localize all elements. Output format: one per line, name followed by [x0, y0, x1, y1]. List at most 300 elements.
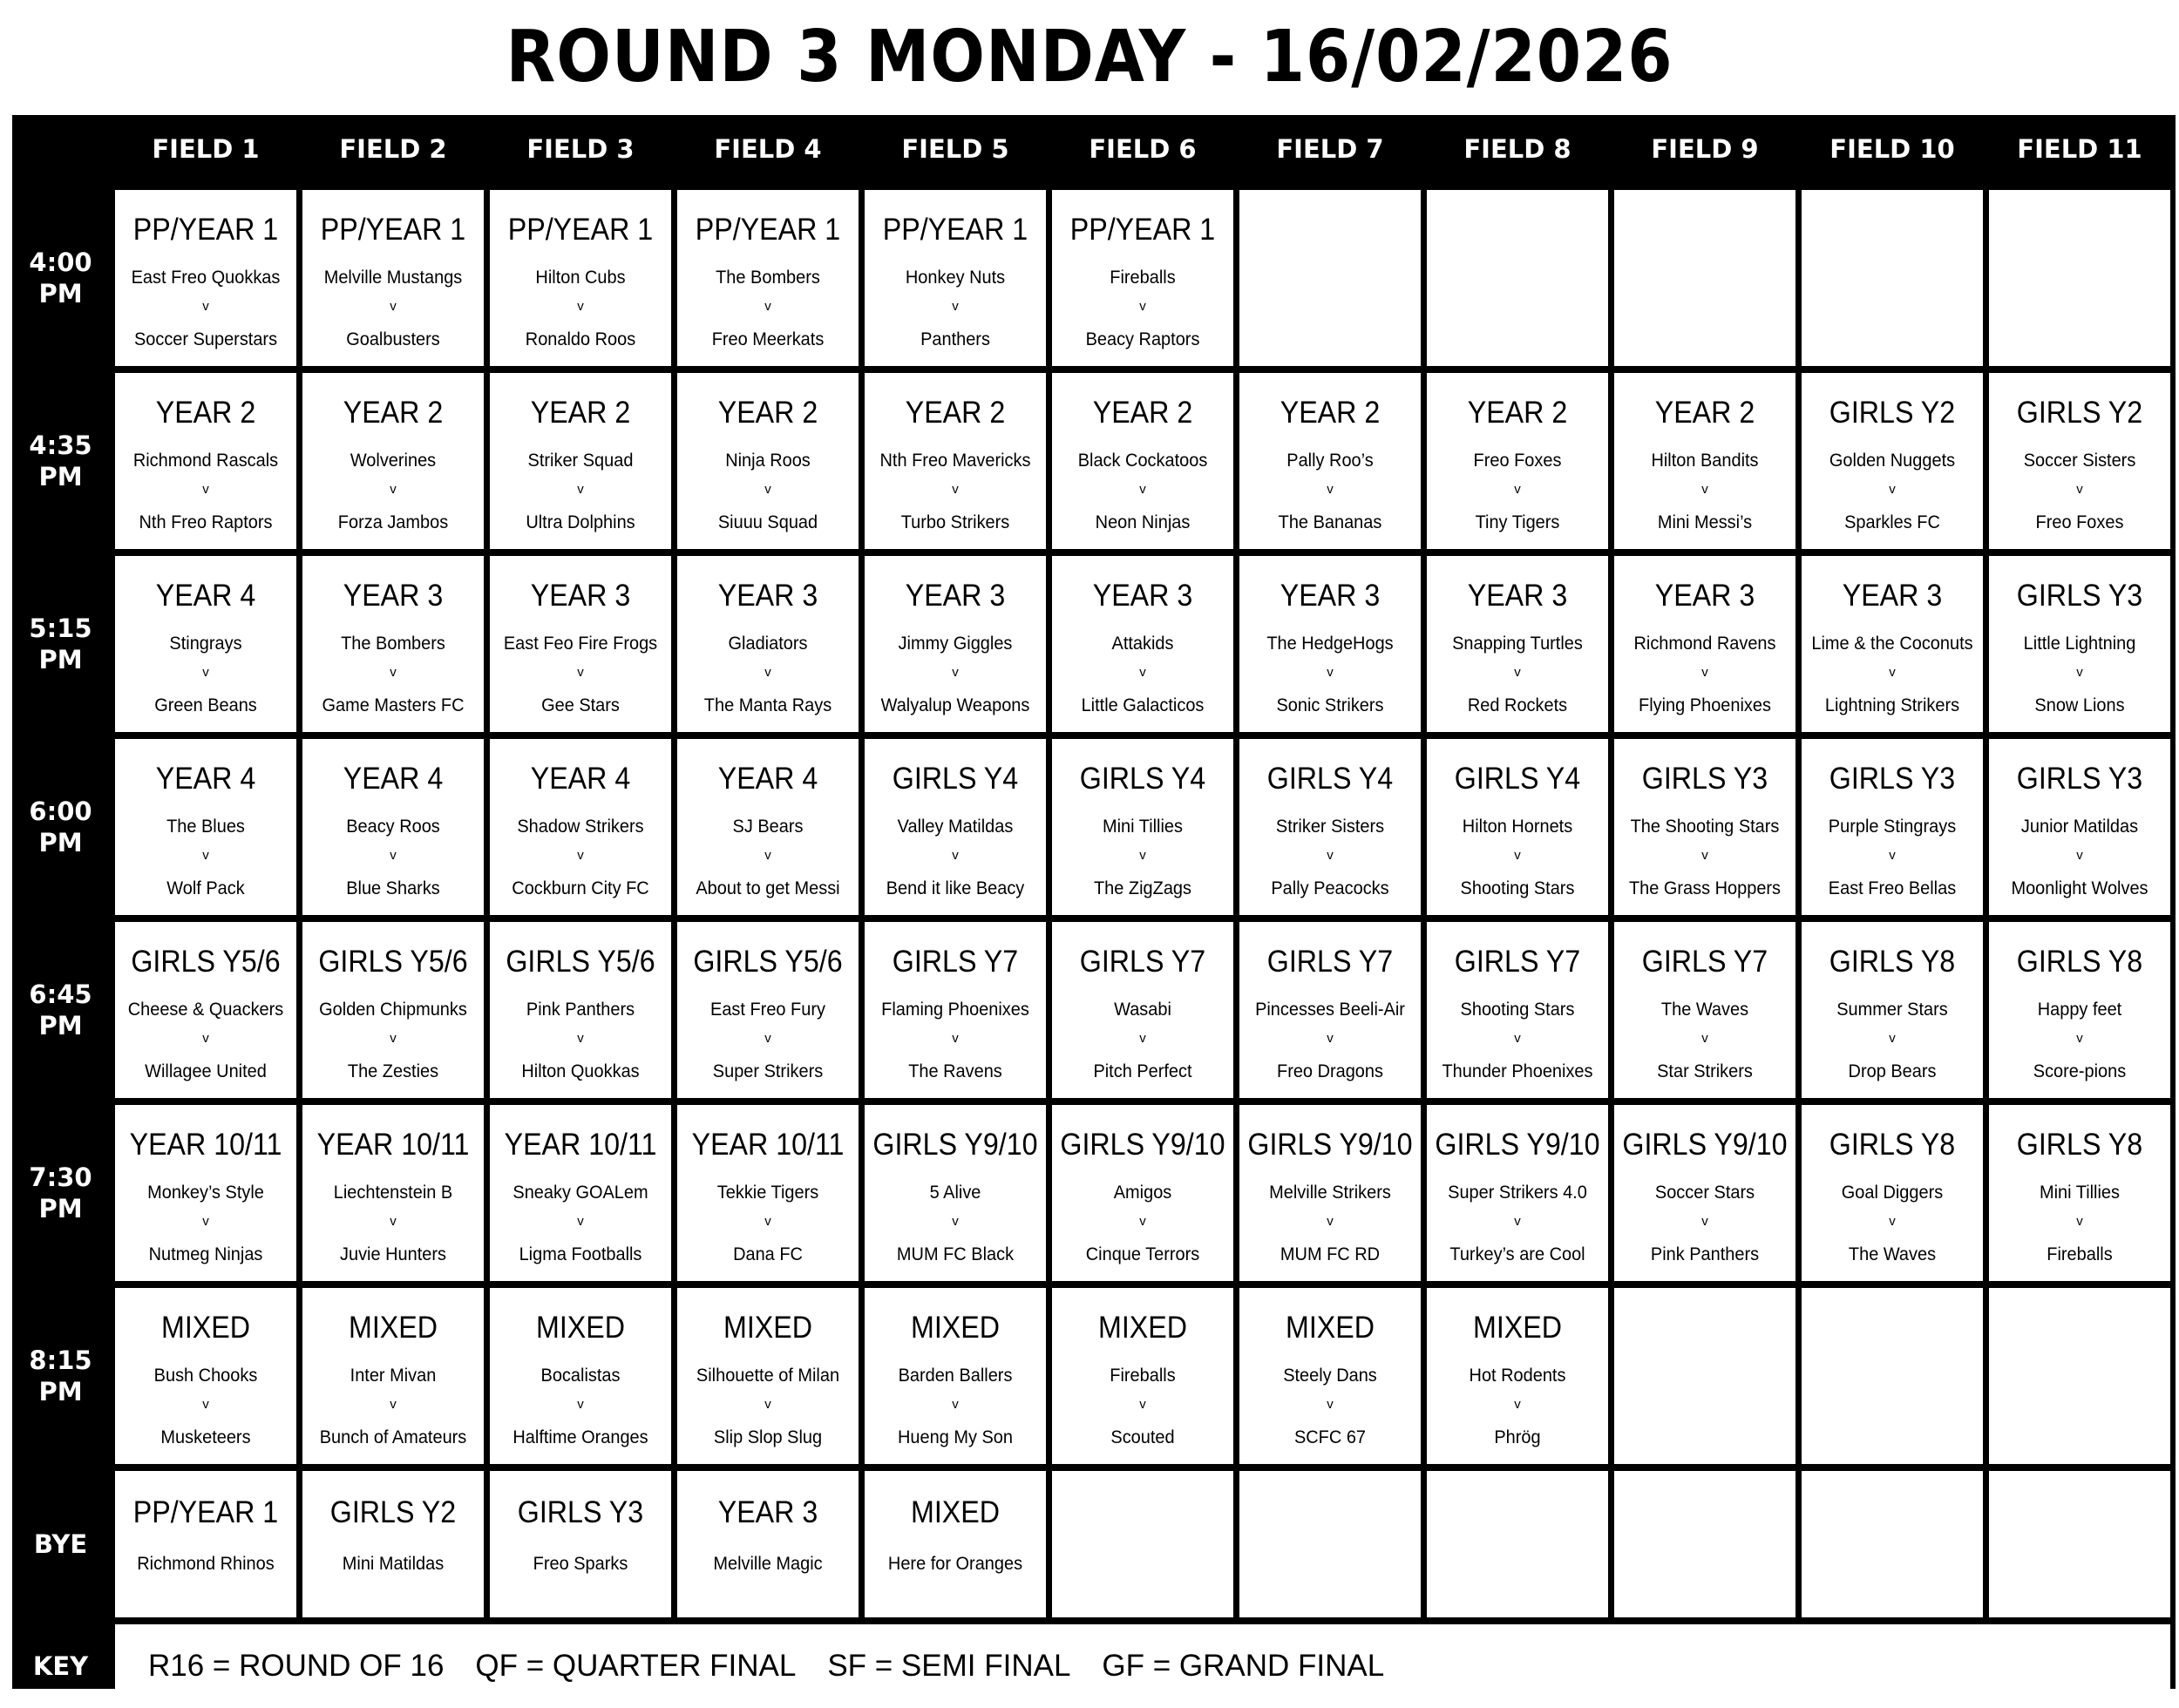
home-team: Goal Diggers: [1841, 1183, 1944, 1203]
versus-label: v: [764, 1214, 771, 1229]
match-cell: [1052, 1288, 1233, 1464]
match-cell: [490, 739, 671, 915]
bye-cell: [677, 1471, 859, 1617]
match-cell: [1614, 739, 1795, 915]
field-header: FIELD 2: [339, 134, 447, 164]
away-team: Cockburn City FC: [512, 878, 649, 898]
division-label: GIRLS Y3: [2016, 579, 2143, 613]
time-slot-text: PM: [38, 828, 83, 857]
match-cell: [1427, 556, 1608, 732]
match-cell: [490, 1288, 671, 1464]
match-cell: [115, 190, 296, 366]
match-cell: [677, 1288, 859, 1464]
away-team: Scouted: [1110, 1427, 1175, 1447]
versus-label: v: [1327, 1031, 1334, 1046]
home-team: Melville Strikers: [1269, 1183, 1391, 1203]
away-team: Game Masters FC: [322, 695, 465, 715]
versus-label: v: [202, 1397, 209, 1412]
away-team: Wolf Pack: [166, 878, 245, 898]
away-team: Mini Messi’s: [1657, 512, 1753, 532]
time-slot-label: [12, 556, 109, 732]
home-team: Gladiators: [728, 634, 808, 654]
home-team: Hilton Hornets: [1462, 817, 1573, 837]
away-team: Turbo Strikers: [900, 512, 1010, 532]
division-label: GIRLS Y9/10: [1435, 1128, 1600, 1162]
time-slot-label: [12, 922, 109, 1098]
versus-label: v: [1514, 482, 1521, 497]
time-slot-label: [12, 373, 109, 549]
versus-label: v: [577, 1397, 584, 1412]
time-slot-text: 5:15: [29, 613, 92, 643]
versus-label: v: [764, 299, 771, 314]
away-team: The Ravens: [908, 1061, 1002, 1081]
field-header: FIELD 10: [1829, 134, 1955, 164]
home-team: The HedgeHogs: [1266, 634, 1394, 654]
division-label: YEAR 2: [530, 396, 631, 430]
division-label: PP/YEAR 1: [695, 213, 841, 247]
versus-label: v: [764, 1031, 771, 1046]
versus-label: v: [1889, 1214, 1896, 1229]
away-team: Little Galacticos: [1081, 695, 1205, 715]
bye-cell: [490, 1471, 671, 1617]
away-team: Hueng My Son: [898, 1427, 1013, 1447]
away-team: Moonlight Wolves: [2011, 878, 2148, 898]
match-cell: [1989, 922, 2170, 1098]
division-label: YEAR 2: [717, 396, 818, 430]
division-label: GIRLS Y8: [2016, 945, 2143, 979]
home-team: The Bombers: [716, 268, 820, 288]
match-cell: [490, 556, 671, 732]
division-label: GIRLS Y2: [329, 1495, 457, 1529]
home-team: The Blues: [166, 817, 245, 837]
versus-label: v: [390, 482, 397, 497]
schedule-grid: [12, 115, 2176, 1689]
away-team: Willagee United: [145, 1061, 267, 1081]
home-team: Mini Tillies: [1102, 817, 1184, 837]
division-label: GIRLS Y7: [892, 945, 1019, 979]
division-label: YEAR 3: [1280, 579, 1381, 613]
home-team: Beacy Roos: [346, 817, 440, 837]
away-team: Ronaldo Roos: [525, 329, 636, 349]
away-team: Bend it like Beacy: [886, 878, 1025, 898]
versus-label: v: [202, 1031, 209, 1046]
match-cell: [1427, 1288, 1608, 1464]
versus-label: v: [1139, 665, 1146, 680]
division-label: GIRLS Y9/10: [1247, 1128, 1413, 1162]
versus-label: v: [1139, 1397, 1146, 1412]
home-team: Stingrays: [169, 634, 242, 654]
versus-label: v: [577, 1031, 584, 1046]
time-slot-label: [12, 1288, 109, 1464]
empty-cell: [1614, 1288, 1795, 1464]
home-team: Tekkie Tigers: [716, 1183, 819, 1203]
match-cell: [490, 1105, 671, 1281]
division-label: GIRLS Y4: [1454, 762, 1581, 796]
home-team: The Shooting Stars: [1630, 817, 1780, 837]
versus-label: v: [1139, 1031, 1146, 1046]
away-team: Neon Ninjas: [1095, 512, 1191, 532]
versus-label: v: [2076, 1031, 2083, 1046]
match-cell: [865, 1288, 1046, 1464]
division-label: YEAR 4: [343, 762, 444, 796]
division-label: YEAR 10/11: [504, 1128, 657, 1162]
away-team: Drop Bears: [1848, 1061, 1937, 1081]
versus-label: v: [1327, 1397, 1334, 1412]
empty-cell: [1614, 1471, 1795, 1617]
match-cell: [302, 556, 484, 732]
division-label: YEAR 2: [343, 396, 444, 430]
division-label: YEAR 2: [155, 396, 256, 430]
away-team: The Bananas: [1278, 512, 1382, 532]
time-slot-text: PM: [38, 1377, 83, 1406]
away-team: Score-pions: [2033, 1061, 2127, 1081]
home-team: 5 Alive: [929, 1183, 981, 1203]
match-cell: [302, 1105, 484, 1281]
match-cell: [677, 922, 859, 1098]
division-label: GIRLS Y4: [892, 762, 1019, 796]
match-cell: [677, 190, 859, 366]
time-slot-text: 4:00: [29, 247, 92, 277]
division-label: GIRLS Y3: [517, 1495, 644, 1529]
key-item: R16 = ROUND OF 16: [148, 1649, 445, 1683]
bye-label: [12, 1471, 109, 1617]
away-team: Fireballs: [2047, 1244, 2113, 1264]
field-header: FIELD 4: [714, 134, 822, 164]
away-team: The Zesties: [347, 1061, 439, 1081]
versus-label: v: [1701, 665, 1708, 680]
empty-cell: [1989, 190, 2170, 366]
versus-label: v: [952, 482, 959, 497]
home-team: Soccer Sisters: [2023, 451, 2136, 471]
versus-label: v: [577, 848, 584, 863]
versus-label: v: [1701, 1031, 1708, 1046]
home-team: East Freo Fury: [710, 1000, 825, 1020]
away-team: Halftime Oranges: [513, 1427, 648, 1447]
time-slot-text: 4:35: [29, 430, 92, 460]
division-label: PP/YEAR 1: [320, 213, 466, 247]
away-team: MUM FC Black: [896, 1244, 1015, 1264]
versus-label: v: [202, 1214, 209, 1229]
home-team: Richmond Ravens: [1633, 634, 1776, 654]
division-label: GIRLS Y5/6: [318, 945, 468, 979]
versus-label: v: [577, 665, 584, 680]
match-cell: [115, 556, 296, 732]
time-slot-text: 6:45: [29, 979, 92, 1009]
away-team: Goalbusters: [346, 329, 440, 349]
home-team: Richmond Rascals: [132, 451, 279, 471]
match-cell: [490, 190, 671, 366]
match-cell: [302, 190, 484, 366]
field-header: FIELD 5: [901, 134, 1009, 164]
match-cell: [1052, 556, 1233, 732]
division-label: GIRLS Y3: [2016, 762, 2143, 796]
key-label-text: KEY: [32, 1651, 89, 1681]
versus-label: v: [952, 299, 959, 314]
division-label: YEAR 4: [155, 762, 256, 796]
away-team: About to get Messi: [696, 878, 840, 898]
empty-cell: [1239, 1471, 1421, 1617]
match-cell: [1614, 922, 1795, 1098]
division-label: GIRLS Y4: [1079, 762, 1206, 796]
bye-team: Melville Magic: [713, 1554, 823, 1574]
division-label: YEAR 4: [717, 762, 818, 796]
away-team: Ligma Footballs: [519, 1244, 642, 1264]
away-team: Flying Phoenixes: [1639, 695, 1771, 715]
division-label: YEAR 2: [1467, 396, 1568, 430]
home-team: Pally Roo’s: [1286, 451, 1374, 471]
bye-team: Here for Oranges: [887, 1554, 1023, 1574]
division-label: MIXED: [1472, 1311, 1562, 1345]
field-header: FIELD 9: [1651, 134, 1759, 164]
division-label: GIRLS Y3: [1641, 762, 1768, 796]
versus-label: v: [1139, 1214, 1146, 1229]
versus-label: v: [2076, 482, 2083, 497]
away-team: The Waves: [1848, 1244, 1937, 1264]
home-team: Hilton Bandits: [1651, 451, 1759, 471]
match-cell: [1427, 739, 1608, 915]
match-cell: [1802, 922, 1983, 1098]
match-cell: [1239, 922, 1421, 1098]
away-team: Slip Slop Slug: [713, 1427, 823, 1447]
versus-label: v: [202, 848, 209, 863]
home-team: Purple Stingrays: [1828, 817, 1957, 837]
away-team: East Freo Bellas: [1828, 878, 1957, 898]
home-team: Ninja Roos: [725, 451, 811, 471]
time-slot-text: 6:00: [29, 796, 92, 826]
versus-label: v: [577, 1214, 584, 1229]
division-label: GIRLS Y3: [1829, 762, 1956, 796]
versus-label: v: [1139, 848, 1146, 863]
division-label: MIXED: [348, 1311, 438, 1345]
match-cell: [865, 190, 1046, 366]
empty-cell: [1052, 1471, 1233, 1617]
division-label: YEAR 3: [1467, 579, 1568, 613]
versus-label: v: [764, 848, 771, 863]
empty-cell: [1427, 190, 1608, 366]
home-team: Little Lightning: [2023, 634, 2136, 654]
home-team: Steely Dans: [1283, 1366, 1377, 1386]
away-team: Soccer Superstars: [133, 329, 278, 349]
division-label: GIRLS Y9/10: [1060, 1128, 1225, 1162]
versus-label: v: [952, 1397, 959, 1412]
division-label: GIRLS Y7: [1454, 945, 1581, 979]
home-team: East Feo Fire Frogs: [503, 634, 658, 654]
versus-label: v: [952, 1031, 959, 1046]
away-team: Thunder Phoenixes: [1442, 1061, 1593, 1081]
home-team: Freo Foxes: [1473, 451, 1562, 471]
division-label: YEAR 2: [1654, 396, 1755, 430]
match-cell: [1239, 1288, 1421, 1464]
away-team: Tiny Tigers: [1475, 512, 1560, 532]
division-label: MIXED: [1097, 1311, 1187, 1345]
empty-cell: [1989, 1288, 2170, 1464]
division-label: MIXED: [160, 1311, 250, 1345]
key-item: SF = SEMI FINAL: [827, 1649, 1071, 1683]
match-cell: [1427, 373, 1608, 549]
field-header: FIELD 8: [1463, 134, 1571, 164]
match-cell: [1614, 1105, 1795, 1281]
division-label: GIRLS Y9/10: [1622, 1128, 1788, 1162]
division-label: YEAR 3: [717, 1495, 818, 1529]
home-team: SJ Bears: [732, 817, 804, 837]
field-header: FIELD 6: [1089, 134, 1197, 164]
empty-cell: [1802, 1288, 1983, 1464]
division-label: MIXED: [723, 1311, 812, 1345]
away-team: Turkey’s are Cool: [1449, 1244, 1585, 1264]
home-team: Monkey’s Style: [147, 1183, 264, 1203]
time-slot-label: [12, 739, 109, 915]
match-cell: [115, 373, 296, 549]
match-cell: [1239, 1105, 1421, 1281]
division-label: GIRLS Y4: [1266, 762, 1394, 796]
versus-label: v: [1327, 665, 1334, 680]
division-label: GIRLS Y2: [2016, 396, 2143, 430]
empty-cell: [1239, 190, 1421, 366]
home-team: Snapping Turtles: [1452, 634, 1583, 654]
versus-label: v: [1701, 482, 1708, 497]
bye-team: Freo Sparks: [533, 1554, 628, 1574]
field-header: FIELD 1: [152, 134, 260, 164]
division-label: GIRLS Y7: [1079, 945, 1206, 979]
match-cell: [115, 1105, 296, 1281]
versus-label: v: [577, 299, 584, 314]
division-label: YEAR 3: [905, 579, 1006, 613]
division-label: MIXED: [1285, 1311, 1375, 1345]
division-label: YEAR 2: [905, 396, 1006, 430]
versus-label: v: [1701, 1214, 1708, 1229]
home-team: Summer Stars: [1836, 1000, 1948, 1020]
time-slot-label: [12, 190, 109, 366]
away-team: Hilton Quokkas: [521, 1061, 640, 1081]
match-cell: [1052, 922, 1233, 1098]
match-cell: [115, 1288, 296, 1464]
home-team: Black Cockatoos: [1077, 451, 1208, 471]
division-label: GIRLS Y9/10: [872, 1128, 1038, 1162]
home-team: Jimmy Giggles: [898, 634, 1013, 654]
division-label: GIRLS Y5/6: [506, 945, 655, 979]
home-team: Flaming Phoenixes: [881, 1000, 1029, 1020]
home-team: Fireballs: [1110, 268, 1176, 288]
versus-label: v: [2076, 1214, 2083, 1229]
home-team: Liechtenstein B: [333, 1183, 453, 1203]
match-cell: [1989, 373, 2170, 549]
versus-label: v: [952, 1214, 959, 1229]
home-team: The Bombers: [341, 634, 445, 654]
away-team: Snow Lions: [2034, 695, 2125, 715]
division-label: YEAR 2: [1280, 396, 1381, 430]
versus-label: v: [1514, 1214, 1521, 1229]
bye-cell: [865, 1471, 1046, 1617]
division-label: MIXED: [910, 1495, 1000, 1529]
match-cell: [115, 739, 296, 915]
empty-cell: [1802, 190, 1983, 366]
match-cell: [1989, 556, 2170, 732]
away-team: Phrög: [1494, 1427, 1541, 1447]
home-team: Hilton Cubs: [535, 268, 626, 288]
match-cell: [302, 739, 484, 915]
time-slot-text: PM: [38, 1194, 83, 1223]
home-team: Amigos: [1113, 1183, 1172, 1203]
versus-label: v: [952, 665, 959, 680]
division-label: MIXED: [535, 1311, 625, 1345]
versus-label: v: [1514, 1397, 1521, 1412]
away-team: Shooting Stars: [1460, 878, 1575, 898]
home-team: Pink Panthers: [526, 1000, 635, 1020]
division-label: GIRLS Y8: [2016, 1128, 2143, 1162]
away-team: Walyalup Weapons: [880, 695, 1030, 715]
away-team: Lightning Strikers: [1824, 695, 1960, 715]
time-slot-text: PM: [38, 279, 83, 308]
away-team: Freo Foxes: [2035, 512, 2124, 532]
home-team: Hot Rodents: [1469, 1366, 1566, 1386]
field-header: FIELD 7: [1276, 134, 1384, 164]
division-label: YEAR 10/11: [316, 1128, 470, 1162]
bye-cell: [302, 1471, 484, 1617]
away-team: Nutmeg Ninjas: [148, 1244, 263, 1264]
page-title: ROUND 3 MONDAY - 16/02/2026: [506, 15, 1673, 98]
bye-team: Mini Matildas: [342, 1554, 445, 1574]
away-team: Bunch of Amateurs: [319, 1427, 467, 1447]
division-label: PP/YEAR 1: [132, 1495, 279, 1529]
division-label: PP/YEAR 1: [507, 213, 654, 247]
home-team: Pincesses Beeli-Air: [1255, 1000, 1405, 1020]
away-team: Sparkles FC: [1844, 512, 1940, 532]
field-header: FIELD 3: [526, 134, 635, 164]
away-team: Pitch Perfect: [1093, 1061, 1192, 1081]
versus-label: v: [1889, 665, 1896, 680]
versus-label: v: [202, 299, 209, 314]
match-cell: [677, 1105, 859, 1281]
versus-label: v: [764, 1397, 771, 1412]
division-label: GIRLS Y8: [1829, 945, 1956, 979]
away-team: Blue Sharks: [346, 878, 440, 898]
home-team: East Freo Quokkas: [131, 268, 281, 288]
header-corner: [12, 115, 109, 183]
home-team: Lime & the Coconuts: [1811, 634, 1973, 654]
home-team: Cheese & Quackers: [127, 1000, 284, 1020]
versus-label: v: [764, 665, 771, 680]
home-team: Fireballs: [1110, 1366, 1176, 1386]
away-team: Pink Panthers: [1650, 1244, 1760, 1264]
away-team: Star Strikers: [1657, 1061, 1753, 1081]
home-team: Shadow Strikers: [517, 817, 644, 837]
away-team: Panthers: [920, 329, 990, 349]
versus-label: v: [2076, 848, 2083, 863]
match-cell: [1614, 373, 1795, 549]
away-team: Dana FC: [733, 1244, 803, 1264]
away-team: MUM FC RD: [1280, 1244, 1381, 1264]
match-cell: [302, 922, 484, 1098]
home-team: Valley Matildas: [897, 817, 1014, 837]
match-cell: [1239, 739, 1421, 915]
match-cell: [865, 373, 1046, 549]
home-team: Sneaky GOALem: [513, 1183, 648, 1203]
versus-label: v: [952, 848, 959, 863]
home-team: Wolverines: [350, 451, 437, 471]
match-cell: [677, 373, 859, 549]
division-label: GIRLS Y2: [1829, 396, 1956, 430]
away-team: SCFC 67: [1293, 1427, 1367, 1447]
division-label: YEAR 3: [1654, 579, 1755, 613]
versus-label: v: [1701, 848, 1708, 863]
away-team: Beacy Raptors: [1085, 329, 1200, 349]
home-team: Happy feet: [2037, 1000, 2122, 1020]
versus-label: v: [1327, 1214, 1334, 1229]
empty-cell: [1802, 1471, 1983, 1617]
match-cell: [1052, 373, 1233, 549]
division-label: YEAR 2: [1092, 396, 1193, 430]
division-label: YEAR 4: [155, 579, 256, 613]
